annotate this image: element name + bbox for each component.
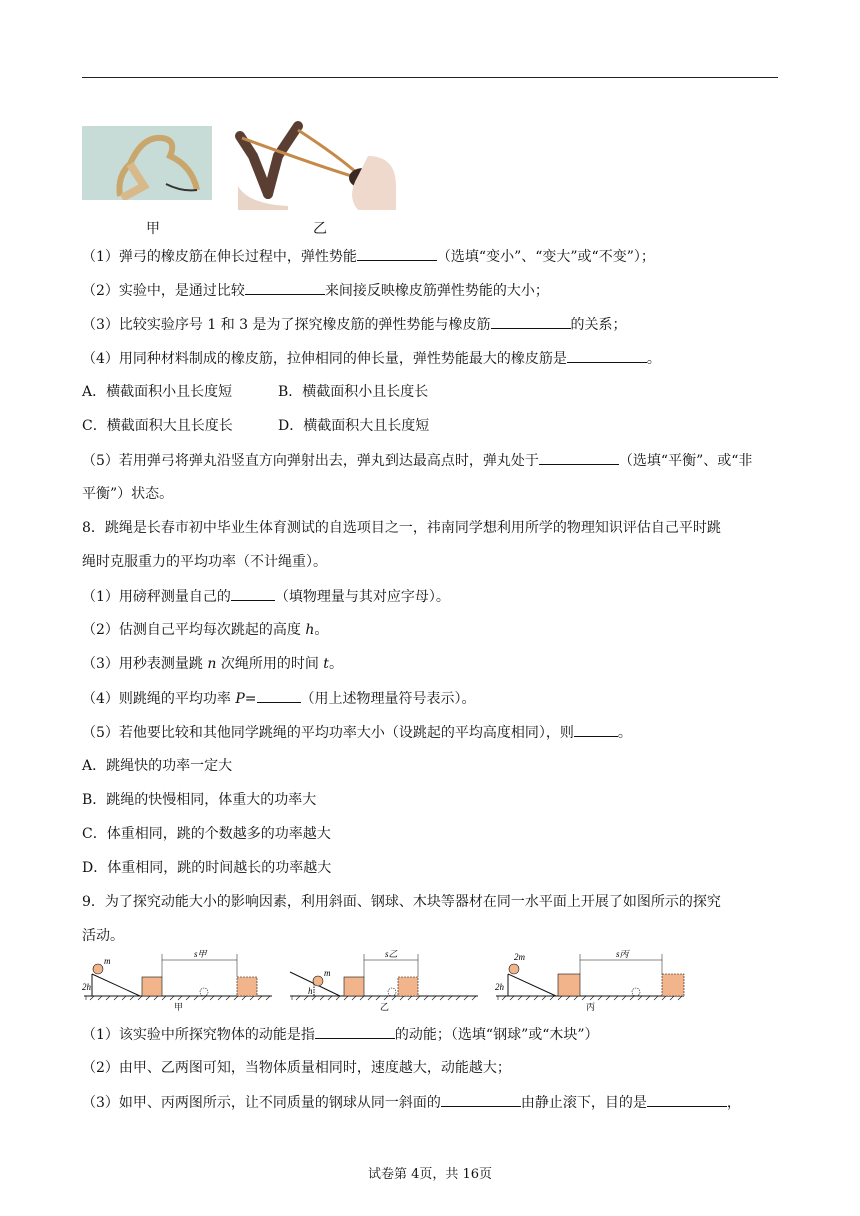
q8-part3 [82, 654, 343, 674]
q8-p2-tail: 。 [314, 622, 329, 638]
distance-label: s丙 [616, 949, 629, 959]
q8-p3-text: （3）用秒表测量跳 [82, 656, 208, 672]
figure-caption: 丙 [586, 1002, 596, 1012]
var-p: P [235, 691, 245, 707]
answer-blank[interactable] [231, 586, 275, 601]
q8-p3-tail: 。 [328, 656, 343, 672]
q9-stem-line2: 活动。 [82, 928, 124, 944]
figure-caption: 乙 [380, 1002, 390, 1012]
answer-blank[interactable] [491, 314, 571, 329]
q8-stem-line1: 8．跳绳是长春市初中毕业生体育测试的自选项目之一，祎南同学想利用所学的物理知识评估自己平时跳 [82, 520, 721, 536]
caption-jia: 甲 [146, 221, 160, 237]
figure-bing [495, 949, 684, 1012]
q7-part5 [82, 450, 752, 471]
equals-sign: = [244, 691, 257, 707]
distance-label: s甲 [194, 949, 207, 959]
q7-p1-hint: （选填“变小”、“变大”或“不变”）； [436, 249, 655, 265]
answer-blank[interactable] [257, 688, 301, 703]
var-n: n [207, 656, 217, 672]
var-h: h [305, 622, 315, 638]
q9-p3-mid: 由静止滚下，目的是 [520, 1095, 647, 1111]
q8-p4-hint: （用上述物理量符号表示）。 [300, 691, 476, 707]
figure-yi [290, 949, 478, 1012]
mass-label: 2m [514, 952, 525, 962]
q8-p1-text: （1）用磅秤测量自己的 [82, 589, 231, 605]
q9-part1 [82, 1024, 599, 1045]
figure-jia [82, 949, 272, 1012]
q7-p5-text: （5）若用弹弓将弹丸沿竖直方向弹射出去，弹丸到达最高点时，弹丸处于 [82, 453, 539, 469]
q9-p1-text: （1）该实验中所探究物体的动能是指 [82, 1027, 315, 1043]
answer-blank[interactable] [245, 280, 325, 295]
var-t: t [323, 656, 329, 672]
answer-blank[interactable] [647, 1092, 727, 1107]
q9-p3-text: （3）如甲、丙两图所示，让不同质量的钢球从同一斜面的 [82, 1095, 441, 1111]
q8-p1-hint: （填物理量与其对应字母）。 [274, 589, 450, 605]
answer-blank[interactable] [567, 348, 647, 363]
mass-label: m [104, 956, 111, 966]
q7-part2 [82, 280, 549, 301]
q7-p1-text: （1）弹弓的橡皮筋在伸长过程中，弹性势能 [82, 249, 357, 265]
q9-stem-line1: 9．为了探究动能大小的影响因素，利用斜面、钢球、木块等器材在同一水平面上开展了如图所示的探究 [82, 894, 721, 910]
q7-option-d[interactable]: D．横截面积大且长度短 [278, 418, 430, 434]
q8-p5-tail: 。 [617, 725, 632, 741]
q7-part1 [82, 246, 655, 267]
q7-options-ab [82, 382, 428, 402]
q7-p2-tail: 来间接反映橡皮筋弹性势能的大小； [324, 283, 549, 299]
distance-label: s乙 [385, 949, 398, 959]
answer-blank[interactable] [357, 246, 437, 261]
slingshot-photo-yi [228, 116, 396, 210]
q8-option-b[interactable]: B．跳绳的快慢相同，体重大的功率大 [82, 792, 317, 808]
q9-part3 [82, 1092, 741, 1113]
q7-part4 [82, 348, 661, 369]
q8-part2 [82, 620, 328, 640]
height-label: 2h [82, 982, 91, 992]
header-rule [82, 77, 778, 78]
q9-experiment-figure [82, 944, 782, 1018]
q7-option-a[interactable]: A．横截面积小且长度短 [82, 384, 233, 400]
caption-yi: 乙 [313, 221, 327, 237]
q7-p3-tail: 的关系； [570, 317, 627, 333]
answer-blank[interactable] [539, 450, 619, 465]
q7-option-b[interactable]: B．横截面积小且长度长 [278, 384, 429, 400]
q7-p4-tail: 。 [646, 351, 661, 367]
q8-part4 [82, 688, 476, 709]
q8-part5 [82, 722, 632, 743]
answer-blank[interactable] [441, 1092, 521, 1107]
q8-option-d[interactable]: D．体重相同，跳的时间越长的功率越大 [82, 860, 332, 876]
height-label: 2h [495, 982, 504, 992]
slingshot-photo-jia [82, 126, 212, 200]
figure-caption: 甲 [174, 1002, 184, 1012]
q7-options-cd [82, 416, 429, 436]
height-label: h [308, 986, 313, 996]
q9-p1-hint: 的动能；（选填“钢球”或“木块”） [394, 1027, 599, 1043]
q8-option-a[interactable]: A．跳绳快的功率一定大 [82, 758, 233, 774]
q7-p4-text: （4）用同种材料制成的橡皮筋，拉伸相同的伸长量，弹性势能最大的橡皮筋是 [82, 351, 567, 367]
answer-blank[interactable] [574, 722, 618, 737]
q8-stem-line2: 绳时克服重力的平均功率（不计绳重）。 [82, 554, 327, 570]
mass-label: m [324, 968, 331, 978]
q8-p3-mid: 次绳所用的时间 [216, 656, 324, 672]
q7-part5-line2: 平衡”）状态。 [82, 486, 174, 502]
answer-blank[interactable] [315, 1024, 395, 1039]
q7-p3-text: （3）比较实验序号 1 和 3 是为了探究橡皮筋的弹性势能与橡皮筋 [82, 317, 491, 333]
q8-p5-text: （5）若他要比较和其他同学跳绳的平均功率大小（设跳起的平均高度相同），则 [82, 725, 574, 741]
q9-p3-tail: ， [726, 1095, 741, 1111]
q9-part2: （2）由甲、乙两图可知，当物体质量相同时，速度越大，动能越大； [82, 1060, 511, 1076]
q8-p4-text: （4）则跳绳的平均功率 [82, 691, 236, 707]
q8-option-c[interactable]: C．体重相同，跳的个数越多的功率越大 [82, 826, 331, 842]
q8-part1 [82, 586, 450, 607]
q7-p5-hint: （选填“平衡”、或“非 [618, 453, 753, 469]
q8-p2-text: （2）估测自己平均每次跳起的高度 [82, 622, 306, 638]
q7-option-c[interactable]: C．横截面积大且长度长 [82, 418, 233, 434]
q7-part3 [82, 314, 627, 335]
q7-p2-text: （2）实验中，是通过比较 [82, 283, 245, 299]
page-footer: 试卷第 4页，共 16页 [367, 1167, 493, 1182]
